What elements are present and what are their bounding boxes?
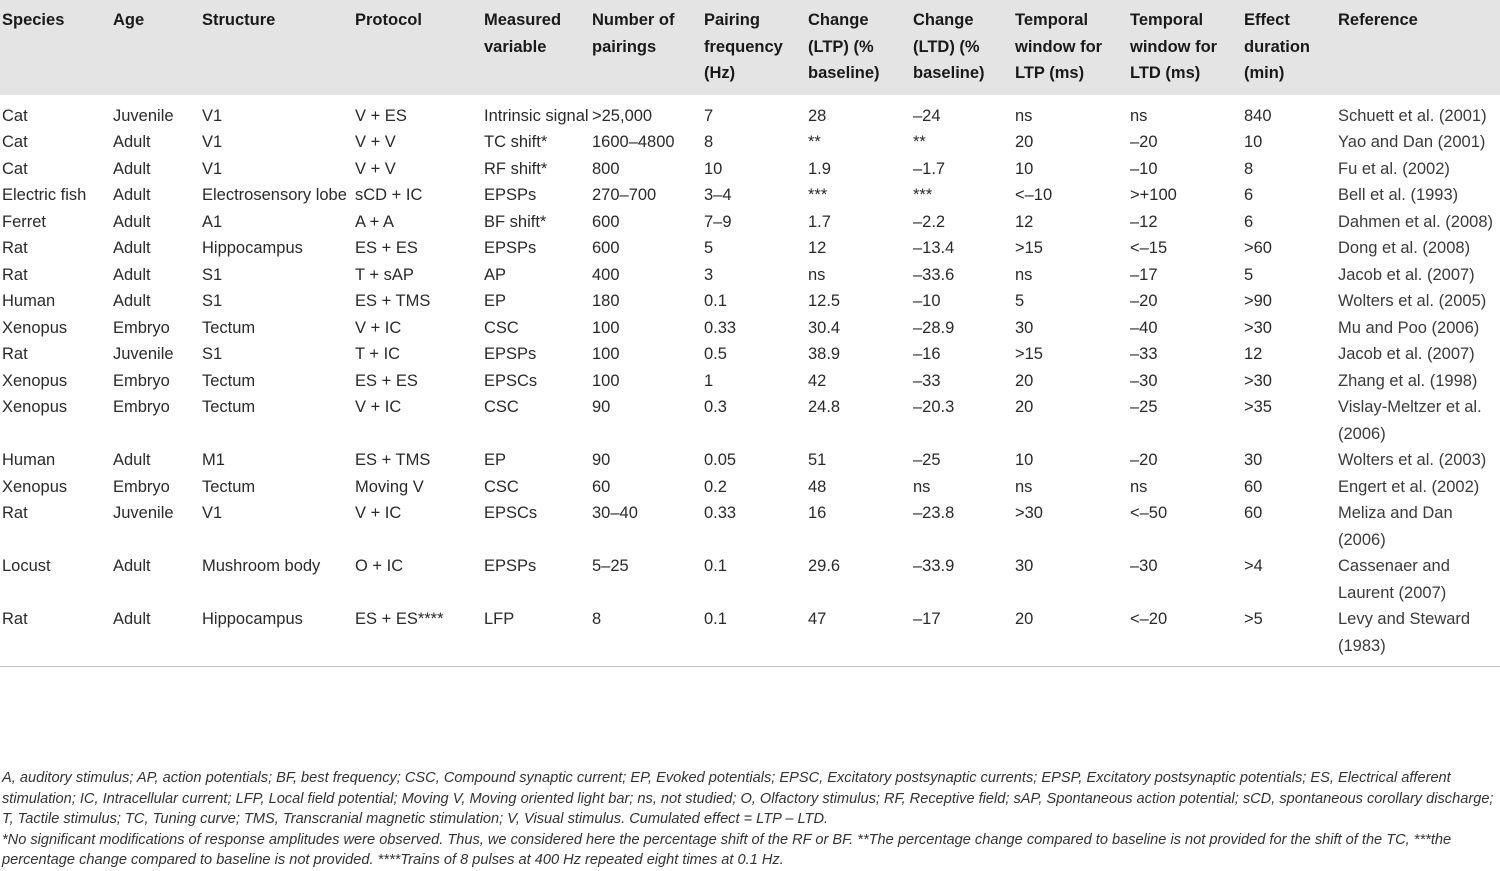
species-cell: Electric fish xyxy=(2,186,87,204)
pairings-cell: 5–25 xyxy=(592,557,629,575)
ltd-change-cell: –33.6 xyxy=(913,265,955,284)
frequency-cell: 0.1 xyxy=(704,610,727,628)
protocol-cell: Moving V xyxy=(355,477,424,496)
measured-variable-cell: Intrinsic signal xyxy=(484,106,589,125)
ltd-window-cell: <–50 xyxy=(1130,504,1168,522)
effect-duration-cell: >5 xyxy=(1244,610,1263,628)
ltd-window-cell: <–20 xyxy=(1130,610,1168,628)
measured-variable-cell: RF shift* xyxy=(484,159,548,178)
age-cell: Adult xyxy=(113,451,151,469)
table-row xyxy=(0,606,1500,666)
ltp-change-cell: 30.4 xyxy=(808,318,841,337)
ltp-change-cell: 12.5 xyxy=(808,292,841,310)
ltp-change-cell: 24.8 xyxy=(808,398,841,416)
ltp-window-cell: >30 xyxy=(1015,504,1043,522)
ltp-window-cell: <–10 xyxy=(1015,186,1053,204)
ltp-window-cell: ns xyxy=(1015,477,1033,496)
ltp-change-cell: 28 xyxy=(808,106,827,125)
frequency-cell: 0.1 xyxy=(704,292,727,310)
ltp-window-cell: 20 xyxy=(1015,398,1034,416)
effect-duration-cell: 10 xyxy=(1244,133,1263,151)
pairings-cell: >25,000 xyxy=(592,106,653,125)
column-header: Protocol xyxy=(353,0,482,95)
age-cell: Juvenile xyxy=(113,345,174,363)
ltp-change-cell: 1.9 xyxy=(808,159,831,178)
pairings-cell: 30–40 xyxy=(592,504,638,522)
age-cell: Adult xyxy=(113,292,151,310)
pairings-cell: 90 xyxy=(592,451,611,469)
age-cell: Embryo xyxy=(113,477,170,496)
measured-variable-cell: EPSPs xyxy=(484,186,537,204)
ltd-window-cell: –10 xyxy=(1130,159,1158,178)
age-cell: Embryo xyxy=(113,318,170,337)
ltd-window-cell: –20 xyxy=(1130,451,1158,469)
table-row xyxy=(0,553,1500,606)
species-cell: Xenopus xyxy=(2,371,68,390)
protocol-cell: sCD + IC xyxy=(355,186,423,204)
pairings-cell: 60 xyxy=(592,477,611,496)
column-header: Measured variable xyxy=(482,0,590,95)
ltp-change-cell: 48 xyxy=(808,477,827,496)
species-cell: Xenopus xyxy=(2,477,68,496)
measured-variable-cell: LFP xyxy=(484,610,515,628)
table-row xyxy=(0,474,1500,501)
ltd-window-cell: –33 xyxy=(1130,345,1158,363)
structure-cell: S1 xyxy=(202,292,223,310)
frequency-cell: 10 xyxy=(704,159,723,178)
ltd-change-cell: –20.3 xyxy=(913,398,955,416)
ltp-window-cell: 12 xyxy=(1015,212,1034,231)
effect-duration-cell: >35 xyxy=(1244,398,1272,416)
ltd-change-cell: –33 xyxy=(913,371,941,390)
reference-cell: Dong et al. (2008) xyxy=(1338,239,1471,257)
table-footnotes xyxy=(2,768,1498,871)
ltd-change-cell: –17 xyxy=(913,610,941,628)
ltd-window-cell: –25 xyxy=(1130,398,1158,416)
column-header: Change (LTD) (% baseline) xyxy=(911,0,1013,95)
age-cell: Adult xyxy=(113,557,151,575)
column-header: Species xyxy=(0,0,111,95)
structure-cell: Tectum xyxy=(202,371,256,390)
structure-cell: Hippocampus xyxy=(202,239,303,257)
reference-cell: Yao and Dan (2001) xyxy=(1338,133,1486,151)
protocol-cell: T + IC xyxy=(355,345,401,363)
table-bottom-rule xyxy=(0,666,1500,667)
frequency-cell: 8 xyxy=(704,133,714,151)
species-cell: Cat xyxy=(2,159,28,178)
structure-cell: Tectum xyxy=(202,398,256,416)
protocol-cell: A + A xyxy=(355,212,394,231)
ltp-change-cell: 1.7 xyxy=(808,212,831,231)
frequency-cell: 7 xyxy=(704,106,714,125)
age-cell: Adult xyxy=(113,265,151,284)
species-cell: Human xyxy=(2,451,56,469)
pairings-cell: 600 xyxy=(592,212,620,231)
ltd-change-cell: –1.7 xyxy=(913,159,946,178)
ltd-window-cell: –40 xyxy=(1130,318,1158,337)
age-cell: Adult xyxy=(113,133,151,151)
ltp-window-cell: 20 xyxy=(1015,133,1034,151)
effect-duration-cell: 12 xyxy=(1244,345,1263,363)
frequency-cell: 5 xyxy=(704,239,714,257)
column-header: Temporal window for LTP (ms) xyxy=(1013,0,1128,95)
species-cell: Rat xyxy=(2,265,28,284)
reference-cell: Engert et al. (2002) xyxy=(1338,477,1480,496)
table-body xyxy=(0,95,1500,667)
column-header: Age xyxy=(111,0,200,95)
ltp-change-cell: 12 xyxy=(808,239,827,257)
age-cell: Embryo xyxy=(113,398,170,416)
table-row xyxy=(0,156,1500,183)
ltp-change-cell: 47 xyxy=(808,610,827,628)
ltp-change-cell: 38.9 xyxy=(808,345,841,363)
structure-cell: V1 xyxy=(202,106,223,125)
effect-duration-cell: 6 xyxy=(1244,212,1254,231)
table-row xyxy=(0,288,1500,315)
measured-variable-cell: AP xyxy=(484,265,507,284)
age-cell: Embryo xyxy=(113,371,170,390)
measured-variable-cell: EPSPs xyxy=(484,345,537,363)
ltd-window-cell: –17 xyxy=(1130,265,1158,284)
frequency-cell: 0.05 xyxy=(704,451,737,469)
column-header: Structure xyxy=(200,0,353,95)
column-header: Pairing frequency (Hz) xyxy=(702,0,806,95)
frequency-cell: 0.5 xyxy=(704,345,727,363)
species-cell: Rat xyxy=(2,345,28,363)
ltd-change-cell: ** xyxy=(913,133,926,151)
ltd-window-cell: ns xyxy=(1130,477,1148,496)
ltp-window-cell: 20 xyxy=(1015,610,1034,628)
effect-duration-cell: 60 xyxy=(1244,504,1263,522)
ltd-window-cell: –20 xyxy=(1130,133,1158,151)
reference-cell: Jacob et al. (2007) xyxy=(1338,345,1475,363)
ltp-window-cell: 20 xyxy=(1015,371,1034,390)
ltd-window-cell: >+100 xyxy=(1130,186,1177,204)
table-row xyxy=(0,209,1500,236)
ltd-change-cell: –13.4 xyxy=(913,239,955,257)
protocol-cell: ES + ES**** xyxy=(355,610,444,628)
ltp-window-cell: ns xyxy=(1015,106,1033,125)
reference-cell: Levy and Steward (1983) xyxy=(1338,610,1471,655)
frequency-cell: 0.3 xyxy=(704,398,727,416)
structure-cell: Electrosensory lobe xyxy=(202,186,347,204)
measured-variable-cell: BF shift* xyxy=(484,212,547,231)
table-row xyxy=(0,315,1500,342)
ltp-window-cell: 5 xyxy=(1015,292,1025,310)
reference-cell: Meliza and Dan (2006) xyxy=(1338,504,1453,549)
column-header: Number of pairings xyxy=(590,0,702,95)
age-cell: Adult xyxy=(113,159,151,178)
structure-cell: V1 xyxy=(202,133,223,151)
structure-cell: S1 xyxy=(202,265,223,284)
structure-cell: A1 xyxy=(202,212,223,231)
ltp-window-cell: 30 xyxy=(1015,318,1034,337)
table-row xyxy=(0,500,1500,553)
frequency-cell: 7–9 xyxy=(704,212,732,231)
ltp-window-cell: >15 xyxy=(1015,239,1043,257)
effect-duration-cell: 8 xyxy=(1244,159,1254,178)
pairings-cell: 90 xyxy=(592,398,611,416)
ltp-window-cell: 30 xyxy=(1015,557,1034,575)
table-row xyxy=(0,447,1500,474)
protocol-cell: O + IC xyxy=(355,557,404,575)
header-row xyxy=(0,0,1500,95)
effect-duration-cell: 30 xyxy=(1244,451,1263,469)
species-cell: Cat xyxy=(2,133,28,151)
ltd-change-cell: ns xyxy=(913,477,931,496)
protocol-cell: V + IC xyxy=(355,504,402,522)
effect-duration-cell: >30 xyxy=(1244,318,1272,337)
species-cell: Rat xyxy=(2,504,28,522)
ltd-change-cell: –33.9 xyxy=(913,557,955,575)
frequency-cell: 0.33 xyxy=(704,318,737,337)
frequency-cell: 3–4 xyxy=(704,186,732,204)
reference-cell: Cassenaer and Laurent (2007) xyxy=(1338,557,1450,602)
protocol-cell: V + IC xyxy=(355,318,402,337)
protocol-cell: V + V xyxy=(355,133,396,151)
column-header: Temporal window for LTD (ms) xyxy=(1128,0,1242,95)
structure-cell: M1 xyxy=(202,451,225,469)
age-cell: Adult xyxy=(113,186,151,204)
ltp-change-cell: ns xyxy=(808,265,826,284)
species-cell: Locust xyxy=(2,557,51,575)
age-cell: Juvenile xyxy=(113,106,174,125)
effect-duration-cell: 840 xyxy=(1244,106,1272,125)
pairings-cell: 100 xyxy=(592,371,620,390)
reference-cell: Jacob et al. (2007) xyxy=(1338,265,1475,284)
species-cell: Human xyxy=(2,292,56,310)
age-cell: Adult xyxy=(113,212,151,231)
protocol-cell: V + ES xyxy=(355,106,407,125)
ltd-change-cell: –24 xyxy=(913,106,941,125)
table-row xyxy=(0,235,1500,262)
effect-duration-cell: >30 xyxy=(1244,371,1272,390)
species-cell: Rat xyxy=(2,610,28,628)
column-header: Change (LTP) (% baseline) xyxy=(806,0,911,95)
reference-cell: Wolters et al. (2003) xyxy=(1338,451,1487,469)
ltp-change-cell: 29.6 xyxy=(808,557,841,575)
reference-cell: Mu and Poo (2006) xyxy=(1338,318,1480,337)
protocol-cell: V + V xyxy=(355,159,396,178)
ltp-window-cell: ns xyxy=(1015,265,1033,284)
effect-duration-cell: 5 xyxy=(1244,265,1254,284)
structure-cell: V1 xyxy=(202,159,223,178)
frequency-cell: 0.2 xyxy=(704,477,727,496)
pairings-cell: 1600–4800 xyxy=(592,133,675,151)
frequency-cell: 3 xyxy=(704,265,714,284)
ltd-change-cell: –28.9 xyxy=(913,318,955,337)
ltd-change-cell: –25 xyxy=(913,451,941,469)
protocol-cell: ES + ES xyxy=(355,239,418,257)
abbreviations-footnote: A, auditory stimulus; AP, action potentials; BF, best frequency; CSC, Compound synaptic current; EP, Evoked potentials; EPSC, Excitatory postsynaptic currents; EPSP, Excitatory postsynaptic potentials; ES, Electrical afferent stimulation; IC, Intracellular current; LFP, Local field potential; Moving V, Moving oriented light bar; ns, not studied; O, Olfactory stimulus; RF, Receptive field; sAP, Spontaneous action potential; sCD, spontaneous corollary discharge; T, Tactile stimulus; TC, Tuning curve; TMS, Transcranial magnetic stimulation; V, Visual stimulus. Cumulated effect = LTP – LTD. xyxy=(2,770,1494,827)
ltp-window-cell: 10 xyxy=(1015,451,1034,469)
pairings-cell: 800 xyxy=(592,159,620,178)
asterisk-footnote: *No significant modifications of response amplitudes were observed. Thus, we considered here the percentage shift of the RF or BF. **The percentage change compared to baseline is not provided for the shift of the TC, ***the percentage change compared to baseline is not provided. ****Trains of 8 pulses at 400 Hz repeated eight times at 0.1 Hz. xyxy=(2,831,1452,868)
ltp-change-cell: 16 xyxy=(808,504,827,522)
protocol-cell: T + sAP xyxy=(355,265,414,284)
ltd-change-cell: –16 xyxy=(913,345,941,363)
reference-cell: Dahmen et al. (2008) xyxy=(1338,212,1494,231)
structure-cell: Tectum xyxy=(202,477,256,496)
table-row xyxy=(0,394,1500,447)
pairings-cell: 270–700 xyxy=(592,186,657,204)
effect-duration-cell: >60 xyxy=(1244,239,1272,257)
column-header: Reference xyxy=(1336,0,1500,95)
structure-cell: Hippocampus xyxy=(202,610,303,628)
effect-duration-cell: >4 xyxy=(1244,557,1263,575)
measured-variable-cell: EPSPs xyxy=(484,557,537,575)
ltd-change-cell: –2.2 xyxy=(913,212,946,231)
measured-variable-cell: EPSPs xyxy=(484,239,537,257)
ltd-window-cell: ns xyxy=(1130,106,1148,125)
table-row xyxy=(0,95,1500,130)
age-cell: Adult xyxy=(113,239,151,257)
reference-cell: Schuett et al. (2001) xyxy=(1338,106,1487,125)
measured-variable-cell: EPSCs xyxy=(484,371,538,390)
table-row xyxy=(0,182,1500,209)
protocol-cell: ES + ES xyxy=(355,371,418,390)
ltd-change-cell: *** xyxy=(913,186,933,204)
effect-duration-cell: 60 xyxy=(1244,477,1263,496)
ltd-window-cell: <–15 xyxy=(1130,239,1168,257)
ltd-window-cell: –12 xyxy=(1130,212,1158,231)
ltp-window-cell: >15 xyxy=(1015,345,1043,363)
ltp-change-cell: 42 xyxy=(808,371,827,390)
ltd-window-cell: –20 xyxy=(1130,292,1158,310)
protocol-cell: ES + TMS xyxy=(355,292,431,310)
pairings-cell: 400 xyxy=(592,265,620,284)
frequency-cell: 1 xyxy=(704,371,714,390)
column-header: Effect duration (min) xyxy=(1242,0,1336,95)
reference-cell: Zhang et al. (1998) xyxy=(1338,371,1478,390)
reference-cell: Fu et al. (2002) xyxy=(1338,159,1450,178)
table-header xyxy=(0,0,1500,95)
species-cell: Rat xyxy=(2,239,28,257)
frequency-cell: 0.33 xyxy=(704,504,737,522)
protocol-cell: V + IC xyxy=(355,398,402,416)
pairings-cell: 600 xyxy=(592,239,620,257)
species-cell: Xenopus xyxy=(2,398,68,416)
structure-cell: Mushroom body xyxy=(202,557,321,575)
frequency-cell: 0.1 xyxy=(704,557,727,575)
measured-variable-cell: EPSCs xyxy=(484,504,538,522)
ltp-change-cell: *** xyxy=(808,186,828,204)
measured-variable-cell: CSC xyxy=(484,398,519,416)
ltd-change-cell: –10 xyxy=(913,292,941,310)
reference-cell: Vislay-Meltzer et al. (2006) xyxy=(1338,398,1482,443)
age-cell: Juvenile xyxy=(113,504,174,522)
ltd-change-cell: –23.8 xyxy=(913,504,955,522)
measured-variable-cell: TC shift* xyxy=(484,133,548,151)
ltp-change-cell: ** xyxy=(808,133,821,151)
age-cell: Adult xyxy=(113,610,151,628)
structure-cell: Tectum xyxy=(202,318,256,337)
pairings-cell: 180 xyxy=(592,292,620,310)
measured-variable-cell: CSC xyxy=(484,477,519,496)
effect-duration-cell: 6 xyxy=(1244,186,1254,204)
table-row xyxy=(0,341,1500,368)
table-row xyxy=(0,262,1500,289)
effect-duration-cell: >90 xyxy=(1244,292,1272,310)
species-cell: Xenopus xyxy=(2,318,68,337)
ltp-change-cell: 51 xyxy=(808,451,827,469)
measured-variable-cell: CSC xyxy=(484,318,519,337)
table-row xyxy=(0,129,1500,156)
ltp-window-cell: 10 xyxy=(1015,159,1034,178)
pairings-cell: 100 xyxy=(592,345,620,363)
reference-cell: Bell et al. (1993) xyxy=(1338,186,1459,204)
measured-variable-cell: EP xyxy=(484,292,507,310)
pairings-cell: 100 xyxy=(592,318,620,337)
species-cell: Cat xyxy=(2,106,28,125)
species-cell: Ferret xyxy=(2,212,47,231)
structure-cell: S1 xyxy=(202,345,223,363)
ltd-window-cell: –30 xyxy=(1130,557,1158,575)
reference-cell: Wolters et al. (2005) xyxy=(1338,292,1487,310)
measured-variable-cell: EP xyxy=(484,451,507,469)
table-row xyxy=(0,368,1500,395)
protocol-cell: ES + TMS xyxy=(355,451,431,469)
structure-cell: V1 xyxy=(202,504,223,522)
pairings-cell: 8 xyxy=(592,610,602,628)
ltd-window-cell: –30 xyxy=(1130,371,1158,390)
